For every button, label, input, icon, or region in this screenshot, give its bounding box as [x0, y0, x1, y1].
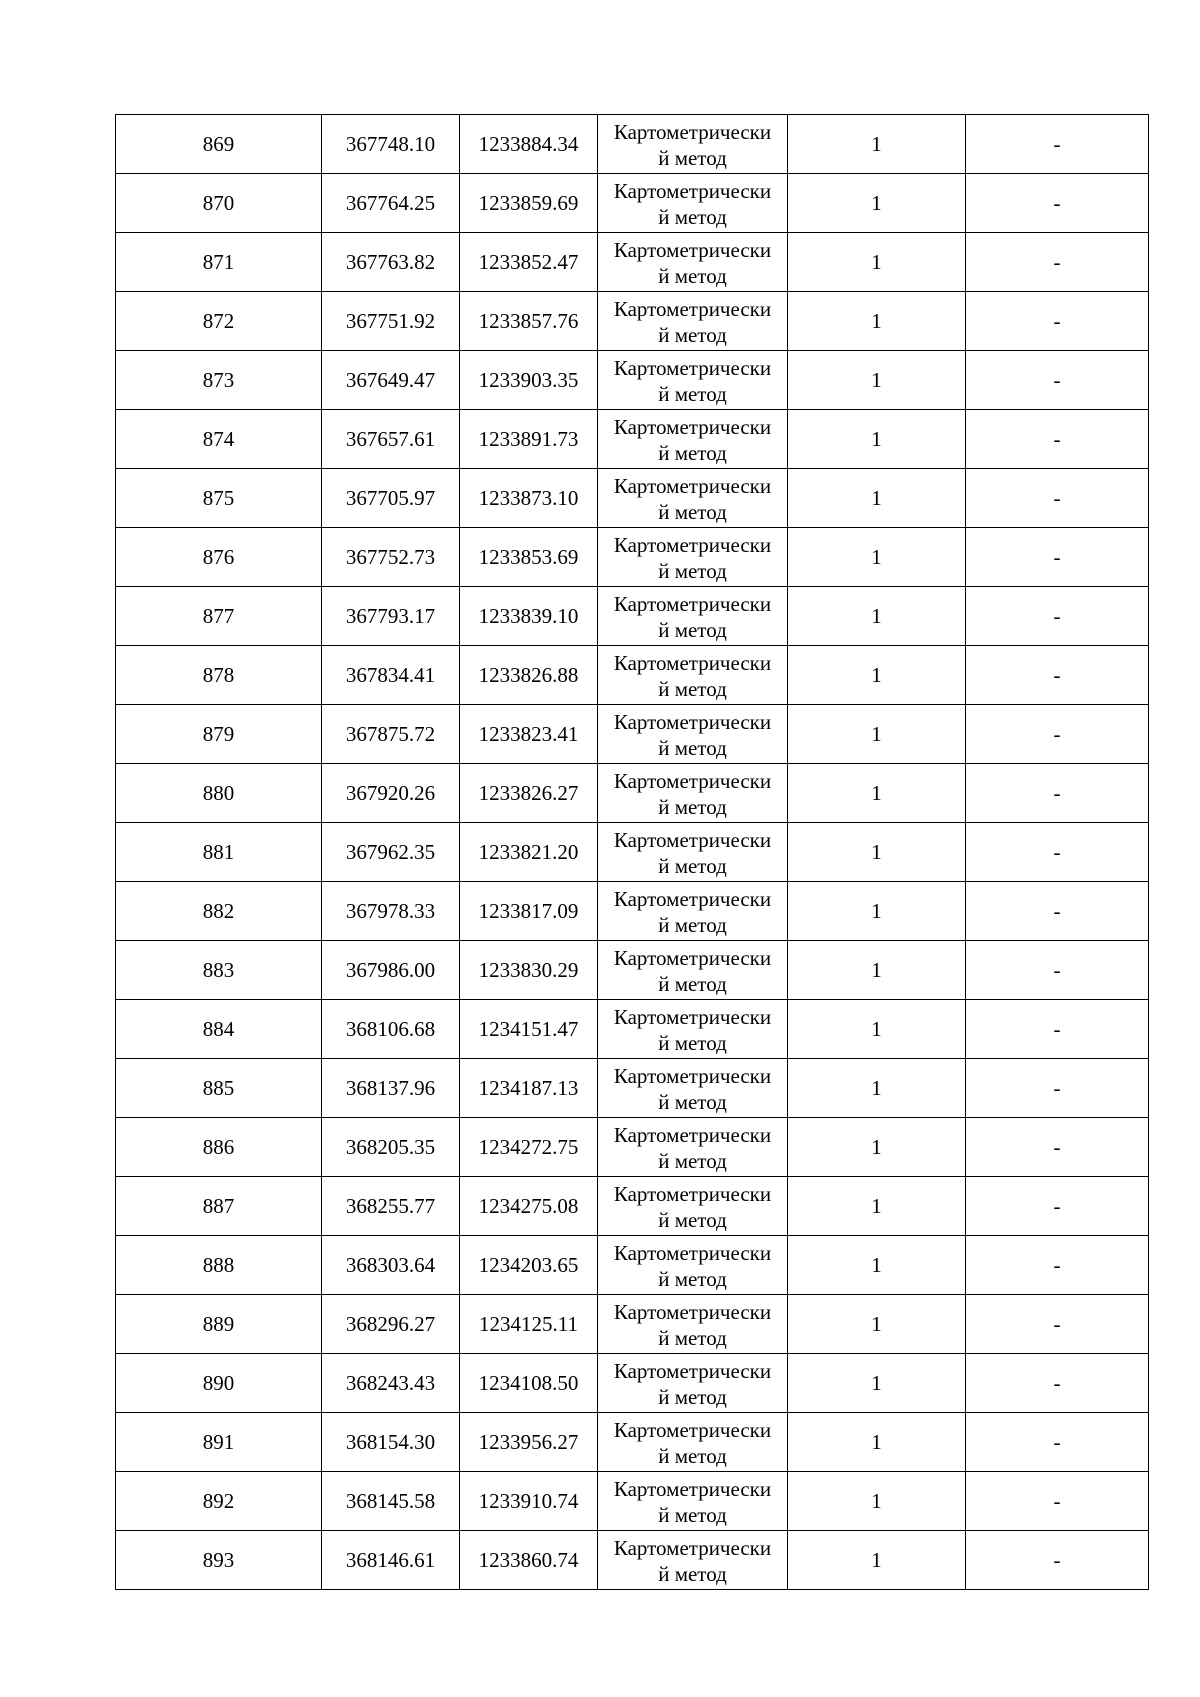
method-text-line-2: й метод	[658, 617, 727, 642]
method-cell	[598, 941, 788, 1000]
description-cell: -	[966, 705, 1149, 764]
table-row	[116, 292, 1149, 351]
y-coordinate-cell: 1233859.69	[460, 174, 598, 233]
table-row	[116, 410, 1149, 469]
method-text-line-2: й метод	[658, 322, 727, 347]
y-coordinate-cell: 1234108.50	[460, 1354, 598, 1413]
point-number-cell: 872	[116, 292, 322, 351]
y-coordinate-cell: 1233860.74	[460, 1531, 598, 1590]
point-number-cell: 880	[116, 764, 322, 823]
point-number-cell: 871	[116, 233, 322, 292]
accuracy-cell: 1	[788, 528, 966, 587]
method-text-line-2: й метод	[658, 1561, 727, 1586]
y-coordinate-cell: 1233884.34	[460, 115, 598, 174]
table-row	[116, 823, 1149, 882]
description-cell: -	[966, 941, 1149, 1000]
x-coordinate-cell: 367834.41	[322, 646, 460, 705]
x-coordinate-cell: 368243.43	[322, 1354, 460, 1413]
method-cell	[598, 1354, 788, 1413]
point-number-cell: 869	[116, 115, 322, 174]
description-cell: -	[966, 1472, 1149, 1531]
table-row	[116, 646, 1149, 705]
table-row	[116, 1177, 1149, 1236]
description-cell: -	[966, 1295, 1149, 1354]
table-row	[116, 528, 1149, 587]
method-text-line-2: й метод	[658, 558, 727, 583]
x-coordinate-cell: 367649.47	[322, 351, 460, 410]
method-text-line-2: й метод	[658, 263, 727, 288]
y-coordinate-cell: 1233817.09	[460, 882, 598, 941]
point-number-cell: 883	[116, 941, 322, 1000]
accuracy-cell: 1	[788, 174, 966, 233]
point-number-cell: 889	[116, 1295, 322, 1354]
method-text-line-2: й метод	[658, 676, 727, 701]
method-text-line-1: Картометрически	[613, 709, 772, 734]
method-text-line-2: й метод	[658, 1443, 727, 1468]
x-coordinate-cell: 368255.77	[322, 1177, 460, 1236]
accuracy-cell: 1	[788, 1413, 966, 1472]
x-coordinate-cell: 367793.17	[322, 587, 460, 646]
x-coordinate-cell: 367751.92	[322, 292, 460, 351]
method-text-line-1: Картометрически	[613, 768, 772, 793]
y-coordinate-cell: 1233821.20	[460, 823, 598, 882]
point-number-cell: 892	[116, 1472, 322, 1531]
method-cell	[598, 1118, 788, 1177]
accuracy-cell: 1	[788, 1236, 966, 1295]
method-text-line-1: Картометрически	[613, 1417, 772, 1442]
method-cell	[598, 469, 788, 528]
y-coordinate-cell: 1233826.27	[460, 764, 598, 823]
point-number-cell: 876	[116, 528, 322, 587]
table-row	[116, 882, 1149, 941]
description-cell: -	[966, 351, 1149, 410]
description-cell: -	[966, 1118, 1149, 1177]
accuracy-cell: 1	[788, 941, 966, 1000]
method-cell	[598, 351, 788, 410]
method-text-line-1: Картометрически	[613, 1358, 772, 1383]
point-number-cell: 893	[116, 1531, 322, 1590]
method-text-line-2: й метод	[658, 1089, 727, 1114]
description-cell: -	[966, 1059, 1149, 1118]
method-cell	[598, 823, 788, 882]
method-text-line-1: Картометрически	[613, 532, 772, 557]
method-text-line-1: Картометрически	[613, 473, 772, 498]
point-number-cell: 870	[116, 174, 322, 233]
x-coordinate-cell: 367962.35	[322, 823, 460, 882]
point-number-cell: 878	[116, 646, 322, 705]
description-cell: -	[966, 1413, 1149, 1472]
method-text-line-2: й метод	[658, 971, 727, 996]
point-number-cell: 875	[116, 469, 322, 528]
method-text-line-2: й метод	[658, 1207, 727, 1232]
method-text-line-2: й метод	[658, 1030, 727, 1055]
table-row	[116, 941, 1149, 1000]
x-coordinate-cell: 368154.30	[322, 1413, 460, 1472]
x-coordinate-cell: 367657.61	[322, 410, 460, 469]
y-coordinate-cell: 1233823.41	[460, 705, 598, 764]
method-text-line-2: й метод	[658, 499, 727, 524]
x-coordinate-cell: 367705.97	[322, 469, 460, 528]
method-text-line-2: й метод	[658, 1384, 727, 1409]
accuracy-cell: 1	[788, 1118, 966, 1177]
point-number-cell: 874	[116, 410, 322, 469]
method-cell	[598, 115, 788, 174]
table-row	[116, 1000, 1149, 1059]
accuracy-cell: 1	[788, 351, 966, 410]
method-text-line-1: Картометрически	[613, 945, 772, 970]
method-text-line-1: Картометрически	[613, 591, 772, 616]
method-cell	[598, 233, 788, 292]
point-number-cell: 885	[116, 1059, 322, 1118]
description-cell: -	[966, 410, 1149, 469]
method-text-line-2: й метод	[658, 381, 727, 406]
x-coordinate-cell: 368106.68	[322, 1000, 460, 1059]
method-text-line-2: й метод	[658, 1266, 727, 1291]
method-cell	[598, 1531, 788, 1590]
method-cell	[598, 1295, 788, 1354]
table-row	[116, 174, 1149, 233]
table-row	[116, 764, 1149, 823]
method-cell	[598, 174, 788, 233]
accuracy-cell: 1	[788, 823, 966, 882]
point-number-cell: 877	[116, 587, 322, 646]
x-coordinate-cell: 368303.64	[322, 1236, 460, 1295]
accuracy-cell: 1	[788, 1472, 966, 1531]
method-text-line-1: Картометрически	[613, 1063, 772, 1088]
y-coordinate-cell: 1234125.11	[460, 1295, 598, 1354]
x-coordinate-cell: 367978.33	[322, 882, 460, 941]
accuracy-cell: 1	[788, 1000, 966, 1059]
method-text-line-2: й метод	[658, 440, 727, 465]
method-text-line-1: Картометрически	[613, 650, 772, 675]
accuracy-cell: 1	[788, 587, 966, 646]
method-text-line-2: й метод	[658, 204, 727, 229]
y-coordinate-cell: 1233956.27	[460, 1413, 598, 1472]
description-cell: -	[966, 882, 1149, 941]
x-coordinate-cell: 368296.27	[322, 1295, 460, 1354]
table-row	[116, 233, 1149, 292]
method-text-line-1: Картометрически	[613, 119, 772, 144]
description-cell: -	[966, 764, 1149, 823]
y-coordinate-cell: 1233891.73	[460, 410, 598, 469]
table-row	[116, 351, 1149, 410]
accuracy-cell: 1	[788, 1059, 966, 1118]
table-row	[116, 1059, 1149, 1118]
method-cell	[598, 1236, 788, 1295]
accuracy-cell: 1	[788, 764, 966, 823]
description-cell: -	[966, 646, 1149, 705]
method-text-line-1: Картометрически	[613, 178, 772, 203]
y-coordinate-cell: 1233857.76	[460, 292, 598, 351]
point-number-cell: 891	[116, 1413, 322, 1472]
method-text-line-1: Картометрически	[613, 1240, 772, 1265]
method-text-line-2: й метод	[658, 735, 727, 760]
table-row	[116, 1413, 1149, 1472]
method-text-line-2: й метод	[658, 794, 727, 819]
method-cell	[598, 705, 788, 764]
description-cell: -	[966, 1354, 1149, 1413]
y-coordinate-cell: 1233873.10	[460, 469, 598, 528]
y-coordinate-cell: 1233903.35	[460, 351, 598, 410]
description-cell: -	[966, 1236, 1149, 1295]
description-cell: -	[966, 587, 1149, 646]
method-text-line-1: Картометрически	[613, 1299, 772, 1324]
accuracy-cell: 1	[788, 882, 966, 941]
method-text-line-1: Картометрически	[613, 1535, 772, 1560]
method-text-line-1: Картометрически	[613, 1476, 772, 1501]
point-number-cell: 884	[116, 1000, 322, 1059]
method-text-line-1: Картометрически	[613, 296, 772, 321]
point-number-cell: 879	[116, 705, 322, 764]
accuracy-cell: 1	[788, 705, 966, 764]
point-number-cell: 882	[116, 882, 322, 941]
y-coordinate-cell: 1234203.65	[460, 1236, 598, 1295]
table-row	[116, 1472, 1149, 1531]
accuracy-cell: 1	[788, 233, 966, 292]
method-text-line-1: Картометрически	[613, 886, 772, 911]
x-coordinate-cell: 368145.58	[322, 1472, 460, 1531]
table-row	[116, 587, 1149, 646]
accuracy-cell: 1	[788, 469, 966, 528]
table-row	[116, 469, 1149, 528]
table-row	[116, 705, 1149, 764]
description-cell: -	[966, 1531, 1149, 1590]
point-number-cell: 888	[116, 1236, 322, 1295]
accuracy-cell: 1	[788, 410, 966, 469]
method-cell	[598, 1177, 788, 1236]
table-row	[116, 1236, 1149, 1295]
x-coordinate-cell: 367752.73	[322, 528, 460, 587]
x-coordinate-cell: 367764.25	[322, 174, 460, 233]
description-cell: -	[966, 823, 1149, 882]
method-text-line-2: й метод	[658, 912, 727, 937]
method-cell	[598, 292, 788, 351]
description-cell: -	[966, 115, 1149, 174]
description-cell: -	[966, 469, 1149, 528]
method-cell	[598, 1000, 788, 1059]
method-text-line-1: Картометрически	[613, 1181, 772, 1206]
point-number-cell: 886	[116, 1118, 322, 1177]
y-coordinate-cell: 1233839.10	[460, 587, 598, 646]
point-number-cell: 873	[116, 351, 322, 410]
accuracy-cell: 1	[788, 115, 966, 174]
method-text-line-1: Картометрически	[613, 355, 772, 380]
method-cell	[598, 1059, 788, 1118]
y-coordinate-cell: 1233826.88	[460, 646, 598, 705]
point-number-cell: 890	[116, 1354, 322, 1413]
method-cell	[598, 882, 788, 941]
accuracy-cell: 1	[788, 1295, 966, 1354]
y-coordinate-cell: 1233830.29	[460, 941, 598, 1000]
y-coordinate-cell: 1234272.75	[460, 1118, 598, 1177]
method-text-line-1: Картометрически	[613, 1122, 772, 1147]
method-cell	[598, 764, 788, 823]
method-text-line-2: й метод	[658, 853, 727, 878]
table-row	[116, 1531, 1149, 1590]
x-coordinate-cell: 367748.10	[322, 115, 460, 174]
x-coordinate-cell: 368137.96	[322, 1059, 460, 1118]
description-cell: -	[966, 174, 1149, 233]
method-cell	[598, 528, 788, 587]
method-cell	[598, 1472, 788, 1531]
accuracy-cell: 1	[788, 292, 966, 351]
method-text-line-2: й метод	[658, 1502, 727, 1527]
accuracy-cell: 1	[788, 1531, 966, 1590]
method-cell	[598, 587, 788, 646]
accuracy-cell: 1	[788, 1177, 966, 1236]
table-row	[116, 1295, 1149, 1354]
method-text-line-1: Картометрически	[613, 827, 772, 852]
x-coordinate-cell: 367763.82	[322, 233, 460, 292]
description-cell: -	[966, 1000, 1149, 1059]
y-coordinate-cell: 1234151.47	[460, 1000, 598, 1059]
method-text-line-2: й метод	[658, 145, 727, 170]
x-coordinate-cell: 368146.61	[322, 1531, 460, 1590]
y-coordinate-cell: 1233853.69	[460, 528, 598, 587]
y-coordinate-cell: 1234187.13	[460, 1059, 598, 1118]
y-coordinate-cell: 1233910.74	[460, 1472, 598, 1531]
x-coordinate-cell: 367986.00	[322, 941, 460, 1000]
table-body	[116, 115, 1149, 1590]
y-coordinate-cell: 1233852.47	[460, 233, 598, 292]
method-text-line-1: Картометрически	[613, 414, 772, 439]
description-cell: -	[966, 1177, 1149, 1236]
coordinates-table	[115, 114, 1149, 1590]
method-text-line-1: Картометрически	[613, 1004, 772, 1029]
accuracy-cell: 1	[788, 1354, 966, 1413]
table-row	[116, 1354, 1149, 1413]
method-cell	[598, 1413, 788, 1472]
point-number-cell: 881	[116, 823, 322, 882]
method-cell	[598, 646, 788, 705]
table-row	[116, 115, 1149, 174]
table-row	[116, 1118, 1149, 1177]
accuracy-cell: 1	[788, 646, 966, 705]
description-cell: -	[966, 233, 1149, 292]
point-number-cell: 887	[116, 1177, 322, 1236]
y-coordinate-cell: 1234275.08	[460, 1177, 598, 1236]
method-text-line-2: й метод	[658, 1148, 727, 1173]
description-cell: -	[966, 528, 1149, 587]
method-cell	[598, 410, 788, 469]
x-coordinate-cell: 367875.72	[322, 705, 460, 764]
x-coordinate-cell: 368205.35	[322, 1118, 460, 1177]
method-text-line-1: Картометрически	[613, 237, 772, 262]
description-cell: -	[966, 292, 1149, 351]
x-coordinate-cell: 367920.26	[322, 764, 460, 823]
method-text-line-2: й метод	[658, 1325, 727, 1350]
